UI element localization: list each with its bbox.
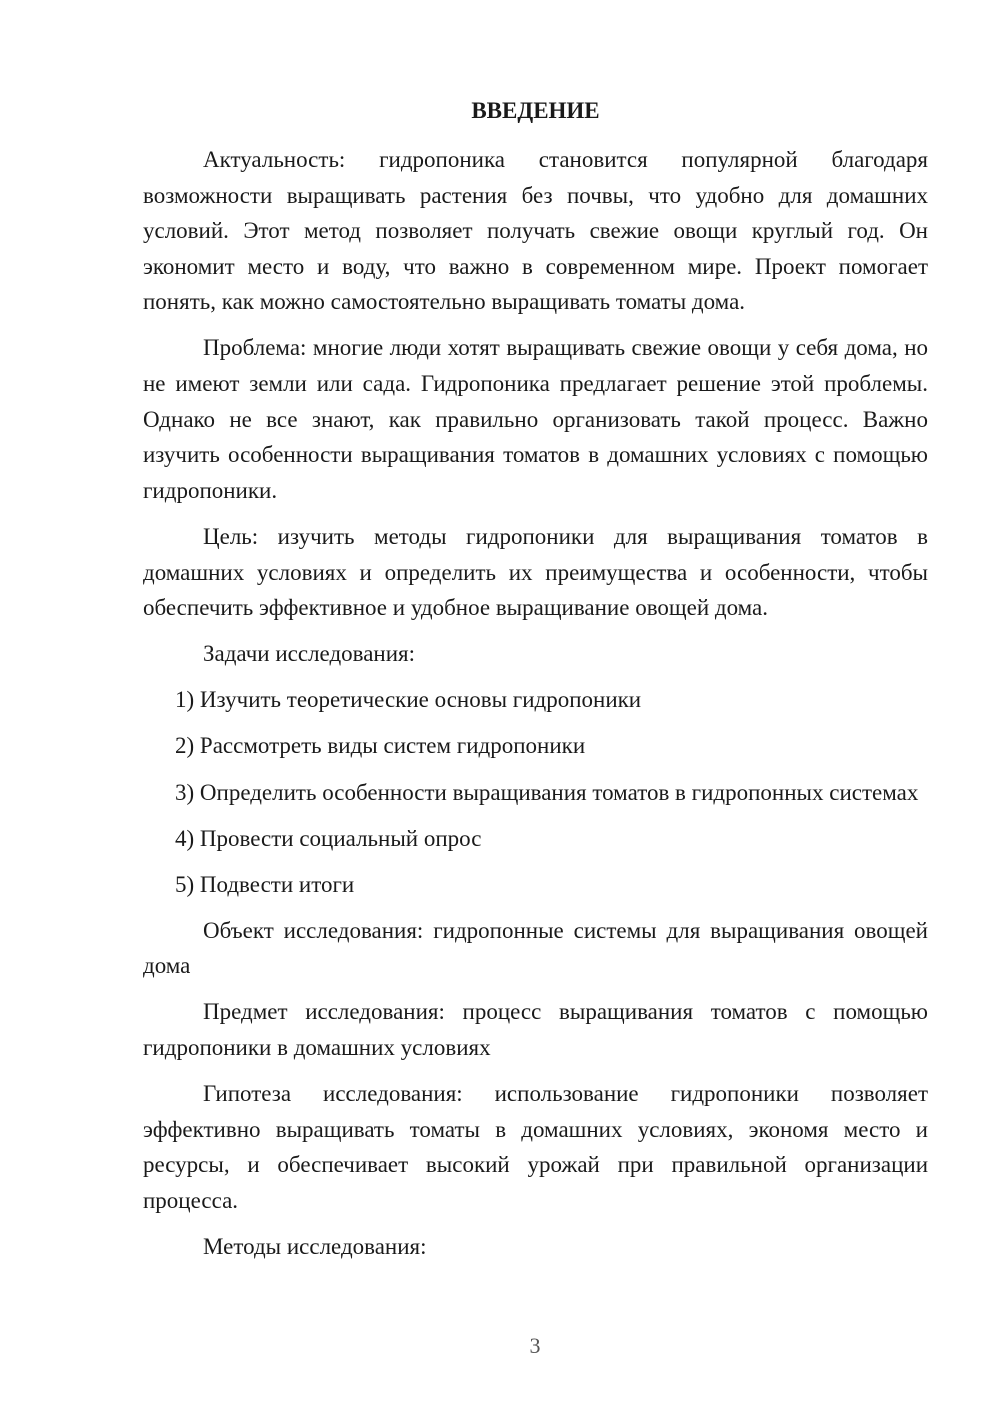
methods-title: Методы исследования: (203, 1234, 427, 1260)
list-item: 2) Рассмотреть виды систем гидропоники (175, 733, 586, 759)
list-item: 3) Определить особенности выращивания томатов в гидропонных системах (175, 779, 919, 805)
list-item: 4) Провести социальный опрос (175, 825, 482, 851)
section-heading: ВВЕДЕНИЕ (471, 98, 600, 123)
paragraph-subject: Предмет исследования: процесс выращивания томатов с помощью гидропоники в домашних условиях (143, 999, 928, 1061)
paragraph-goal: Цель: изучить методы гидропоники для выращивания томатов в домашних условиях и определить их преимущества и особенности, чтобы обеспечить эффективное и удобное выращивание овощей дома. (143, 523, 928, 621)
paragraph-object: Объект исследования: гидропонные системы для выращивания овощей дома (143, 917, 928, 979)
paragraph-problem: Проблема: многие люди хотят выращивать свежие овощи у себя дома, но не имеют земли или сада. Гидропоника предлагает решение этой проблемы. Однако не все знают, как правильно организовать такой процесс. Важно изучить особенности выращивания томатов в домашних условиях с помощью гидропоники. (143, 335, 928, 503)
page-number: 3 (529, 1333, 541, 1358)
paragraph-relevance: Актуальность: гидропоника становится популярной благодаря возможности выращивать растения без почвы, что удобно для домашних условий. Этот метод позволяет получать свежие овощи круглый год. Он экономит место и воду, что важно в современном мире. Проект помогает понять, как можно самостоятельно выращивать томаты дома. (143, 147, 928, 315)
paragraph-hypothesis: Гипотеза исследования: использование гидропоники позволяет эффективно выращивать томаты в домашних условиях, экономя место и ресурсы, и обеспечивает высокий урожай при правильной организации процесса. (143, 1081, 928, 1213)
tasks-title: Задачи исследования: (203, 641, 416, 667)
list-item: 5) Подвести итоги (175, 871, 355, 897)
list-item: 1) Изучить теоретические основы гидропоники (175, 687, 642, 713)
document-page (143, 95, 928, 1275)
tasks-list (143, 682, 928, 902)
